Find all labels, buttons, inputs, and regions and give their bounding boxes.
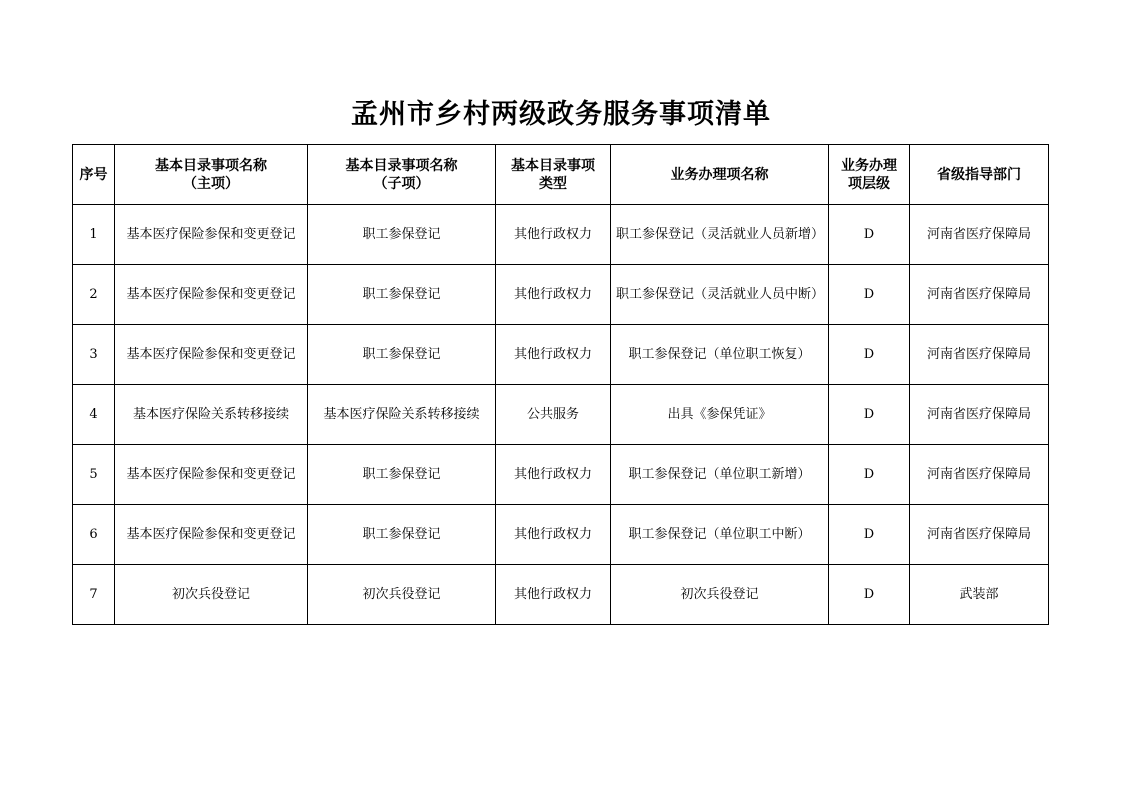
table-row [73, 385, 1049, 445]
cell-provincial-department: 河南省医疗保障局 [910, 445, 1049, 505]
table-row [73, 505, 1049, 565]
cell-index: 1 [73, 205, 115, 265]
cell-main-item-name: 基本医疗保险参保和变更登记 [115, 505, 308, 565]
cell-item-type: 其他行政权力 [496, 565, 611, 625]
cell-sub-item-name: 初次兵役登记 [308, 565, 496, 625]
cell-business-level: D [829, 505, 910, 565]
header-provincial-department [910, 145, 1049, 205]
cell-business-item-name: 职工参保登记（单位职工恢复） [611, 325, 829, 385]
cell-business-item-name: 职工参保登记（灵活就业人员新增） [611, 205, 829, 265]
table-row [73, 205, 1049, 265]
cell-business-item-name: 初次兵役登记 [611, 565, 829, 625]
cell-index: 4 [73, 385, 115, 445]
header-business-level [829, 145, 910, 205]
cell-provincial-department: 武装部 [910, 565, 1049, 625]
table-row [73, 325, 1049, 385]
cell-item-type: 其他行政权力 [496, 505, 611, 565]
header-item-type-line1: 基本目录事项 [511, 157, 595, 174]
cell-provincial-department: 河南省医疗保障局 [910, 385, 1049, 445]
header-sub-item-name-line2: （子项） [373, 175, 430, 192]
header-business-item-name-label: 业务办理项名称 [670, 166, 769, 183]
cell-sub-item-name: 职工参保登记 [308, 265, 496, 325]
cell-item-type: 其他行政权力 [496, 445, 611, 505]
service-matters-table [72, 144, 1049, 625]
header-business-level-line2: 项层级 [848, 175, 890, 192]
header-index [73, 145, 115, 205]
cell-item-type: 公共服务 [496, 385, 611, 445]
cell-item-type: 其他行政权力 [496, 325, 611, 385]
cell-business-level: D [829, 265, 910, 325]
cell-business-level: D [829, 325, 910, 385]
cell-main-item-name: 基本医疗保险参保和变更登记 [115, 265, 308, 325]
header-main-item-name-line1: 基本目录事项名称 [155, 157, 267, 174]
cell-sub-item-name: 基本医疗保险关系转移接续 [308, 385, 496, 445]
header-sub-item-name [308, 145, 496, 205]
cell-main-item-name: 基本医疗保险参保和变更登记 [115, 325, 308, 385]
cell-business-level: D [829, 445, 910, 505]
table-row [73, 445, 1049, 505]
cell-main-item-name: 初次兵役登记 [115, 565, 308, 625]
cell-main-item-name: 基本医疗保险参保和变更登记 [115, 205, 308, 265]
cell-provincial-department: 河南省医疗保障局 [910, 205, 1049, 265]
table-body [73, 205, 1049, 625]
header-sub-item-name-line1: 基本目录事项名称 [345, 157, 458, 174]
cell-main-item-name: 基本医疗保险参保和变更登记 [115, 445, 308, 505]
header-main-item-name-line2: （主项） [183, 175, 239, 192]
cell-provincial-department: 河南省医疗保障局 [910, 325, 1049, 385]
cell-sub-item-name: 职工参保登记 [308, 505, 496, 565]
cell-business-level: D [829, 565, 910, 625]
cell-main-item-name: 基本医疗保险关系转移接续 [115, 385, 308, 445]
cell-index: 7 [73, 565, 115, 625]
table-row [73, 265, 1049, 325]
table-header [73, 145, 1049, 205]
cell-provincial-department: 河南省医疗保障局 [910, 265, 1049, 325]
header-row [73, 145, 1049, 205]
cell-business-item-name: 职工参保登记（灵活就业人员中断） [611, 265, 829, 325]
cell-business-level: D [829, 205, 910, 265]
cell-index: 5 [73, 445, 115, 505]
header-business-item-name [611, 145, 829, 205]
cell-sub-item-name: 职工参保登记 [308, 325, 496, 385]
cell-business-item-name: 职工参保登记（单位职工中断） [611, 505, 829, 565]
cell-index: 6 [73, 505, 115, 565]
header-provincial-department-label: 省级指导部门 [937, 166, 1021, 183]
cell-item-type: 其他行政权力 [496, 205, 611, 265]
table-row [73, 565, 1049, 625]
cell-item-type: 其他行政权力 [496, 265, 611, 325]
cell-provincial-department: 河南省医疗保障局 [910, 505, 1049, 565]
cell-sub-item-name: 职工参保登记 [308, 445, 496, 505]
header-item-type-line2: 类型 [539, 175, 567, 192]
header-index-label: 序号 [79, 166, 108, 183]
cell-sub-item-name: 职工参保登记 [308, 205, 496, 265]
page-title: 孟州市乡村两级政务服务事项清单 [351, 99, 771, 130]
cell-business-item-name: 职工参保登记（单位职工新增） [611, 445, 829, 505]
header-item-type [496, 145, 611, 205]
cell-business-item-name: 出具《参保凭证》 [611, 385, 829, 445]
header-business-level-line1: 业务办理 [841, 157, 897, 174]
cell-index: 3 [73, 325, 115, 385]
header-main-item-name [115, 145, 308, 205]
cell-index: 2 [73, 265, 115, 325]
cell-business-level: D [829, 385, 910, 445]
